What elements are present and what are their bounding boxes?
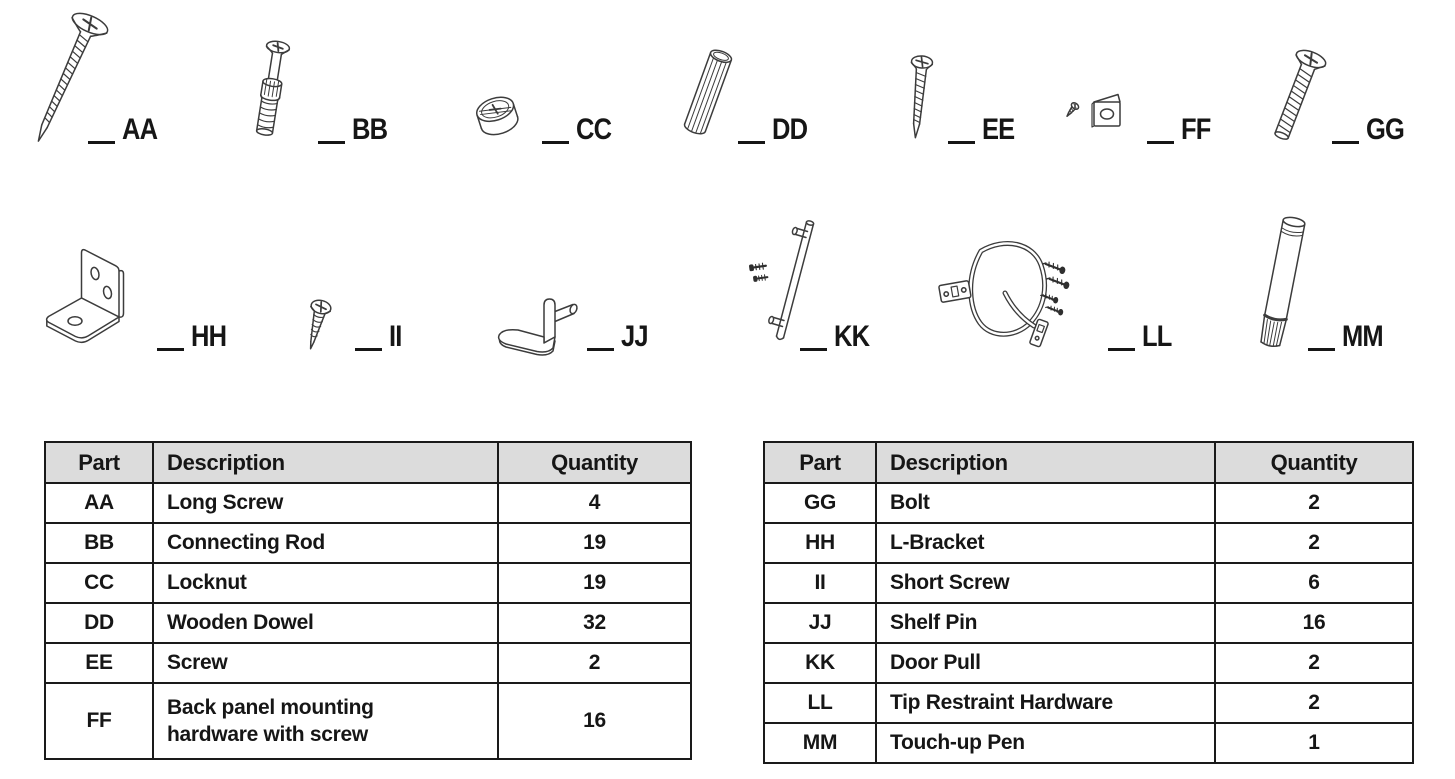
description-cell: Tip Restraint Hardware (876, 683, 1215, 723)
table-row (764, 483, 1413, 523)
parts-table-left (44, 441, 692, 760)
col-header-quantity: Quantity (498, 442, 691, 483)
col-header-part: Part (764, 442, 876, 483)
quantity-cell: 2 (1215, 683, 1413, 723)
description-cell: Bolt (876, 483, 1215, 523)
table-row (764, 563, 1413, 603)
part-letter: HH (191, 320, 227, 353)
write-in-blank (587, 348, 614, 352)
write-in-blank (318, 141, 345, 145)
write-in-blank (1308, 348, 1335, 352)
description-cell: Door Pull (876, 643, 1215, 683)
part-label-hh (157, 318, 232, 352)
part-label-bb (318, 111, 393, 145)
part-letter: CC (576, 113, 612, 146)
part-label-aa (88, 111, 163, 145)
parts-table-right (763, 441, 1414, 764)
table-row (764, 723, 1413, 763)
part-cell: EE (45, 643, 153, 683)
description-cell: Long Screw (153, 483, 498, 523)
part-letter: FF (1181, 113, 1211, 146)
quantity-cell: 4 (498, 483, 691, 523)
hardware-item-dd (672, 42, 742, 142)
part-label-kk (800, 318, 875, 352)
hardware-item-jj (492, 288, 587, 358)
table-row (45, 483, 691, 523)
hardware-item-ff (1062, 92, 1132, 137)
shelf-pin-icon (492, 288, 587, 358)
wooden-dowel-icon (672, 42, 742, 142)
part-letter: II (389, 320, 402, 353)
part-label-mm (1308, 318, 1390, 352)
table-row (45, 523, 691, 563)
description-cell: Shelf Pin (876, 603, 1215, 643)
locknut-icon (470, 90, 525, 142)
description-cell: L-Bracket (876, 523, 1215, 563)
part-letter: LL (1142, 320, 1172, 353)
table-row (764, 683, 1413, 723)
part-letter: EE (982, 113, 1015, 146)
part-label-ee (948, 111, 1020, 145)
description-cell: Wooden Dowel (153, 603, 498, 643)
quantity-cell: 16 (498, 683, 691, 759)
quantity-cell: 19 (498, 563, 691, 603)
part-cell: FF (45, 683, 153, 759)
part-cell: HH (764, 523, 876, 563)
part-label-cc (542, 111, 617, 145)
quantity-cell: 2 (1215, 523, 1413, 563)
part-cell: BB (45, 523, 153, 563)
part-label-ff (1147, 111, 1216, 145)
quantity-cell: 32 (498, 603, 691, 643)
part-cell: JJ (764, 603, 876, 643)
write-in-blank (1332, 141, 1359, 145)
part-label-dd (738, 111, 813, 145)
write-in-blank (542, 141, 569, 145)
part-letter: GG (1366, 113, 1404, 146)
table-row (764, 523, 1413, 563)
write-in-blank (1108, 348, 1135, 352)
part-cell: II (764, 563, 876, 603)
hardware-item-hh (32, 245, 147, 353)
quantity-cell: 2 (1215, 643, 1413, 683)
short-screw-icon (296, 296, 341, 354)
col-header-quantity: Quantity (1215, 442, 1413, 483)
description-cell: Connecting Rod (153, 523, 498, 563)
bolt-icon (1265, 42, 1337, 147)
screw-icon (898, 52, 943, 147)
description-cell: Screw (153, 643, 498, 683)
quantity-cell: 1 (1215, 723, 1413, 763)
description-cell: Short Screw (876, 563, 1215, 603)
hardware-item-cc (470, 90, 525, 142)
table-header-row (764, 442, 1413, 483)
write-in-blank (738, 141, 765, 145)
quantity-cell: 16 (1215, 603, 1413, 643)
part-cell: AA (45, 483, 153, 523)
connecting-rod-icon (250, 38, 310, 143)
col-header-description: Description (876, 442, 1215, 483)
description-cell (153, 683, 498, 759)
table-row (764, 603, 1413, 643)
col-header-part: Part (45, 442, 153, 483)
part-cell: KK (764, 643, 876, 683)
part-label-ll (1108, 318, 1177, 352)
part-letter: DD (772, 113, 808, 146)
write-in-blank (88, 141, 115, 145)
part-letter: MM (1342, 320, 1383, 353)
description-text: Back panel mounting hardware with screw (167, 695, 374, 746)
part-cell: GG (764, 483, 876, 523)
part-letter: JJ (621, 320, 648, 353)
write-in-blank (157, 348, 184, 352)
table-row (45, 603, 691, 643)
table-row (45, 683, 691, 759)
description-cell: Touch-up Pen (876, 723, 1215, 763)
col-header-description: Description (153, 442, 498, 483)
hardware-item-ii (296, 296, 341, 354)
l-bracket-icon (32, 245, 147, 353)
write-in-blank (800, 348, 827, 352)
quantity-cell: 6 (1215, 563, 1413, 603)
write-in-blank (355, 348, 382, 352)
part-cell: LL (764, 683, 876, 723)
quantity-cell: 19 (498, 523, 691, 563)
write-in-blank (948, 141, 975, 145)
quantity-cell: 2 (498, 643, 691, 683)
part-label-ii (355, 318, 404, 352)
tip-restraint-icon (935, 235, 1095, 357)
part-cell: CC (45, 563, 153, 603)
part-letter: BB (352, 113, 388, 146)
hardware-item-ll (935, 235, 1095, 357)
hardware-item-ee (898, 52, 943, 147)
part-letter: AA (122, 113, 158, 146)
table-header-row (45, 442, 691, 483)
table-row (45, 643, 691, 683)
table-row (764, 643, 1413, 683)
back-panel-clip-icon (1062, 92, 1132, 137)
part-cell: MM (764, 723, 876, 763)
part-letter: KK (834, 320, 870, 353)
hardware-item-bb (250, 38, 310, 143)
hardware-item-gg (1265, 42, 1337, 147)
part-label-gg (1332, 111, 1411, 145)
quantity-cell: 2 (1215, 483, 1413, 523)
description-cell: Locknut (153, 563, 498, 603)
part-cell: DD (45, 603, 153, 643)
table-row (45, 563, 691, 603)
write-in-blank (1147, 141, 1174, 145)
part-label-jj (587, 318, 652, 352)
